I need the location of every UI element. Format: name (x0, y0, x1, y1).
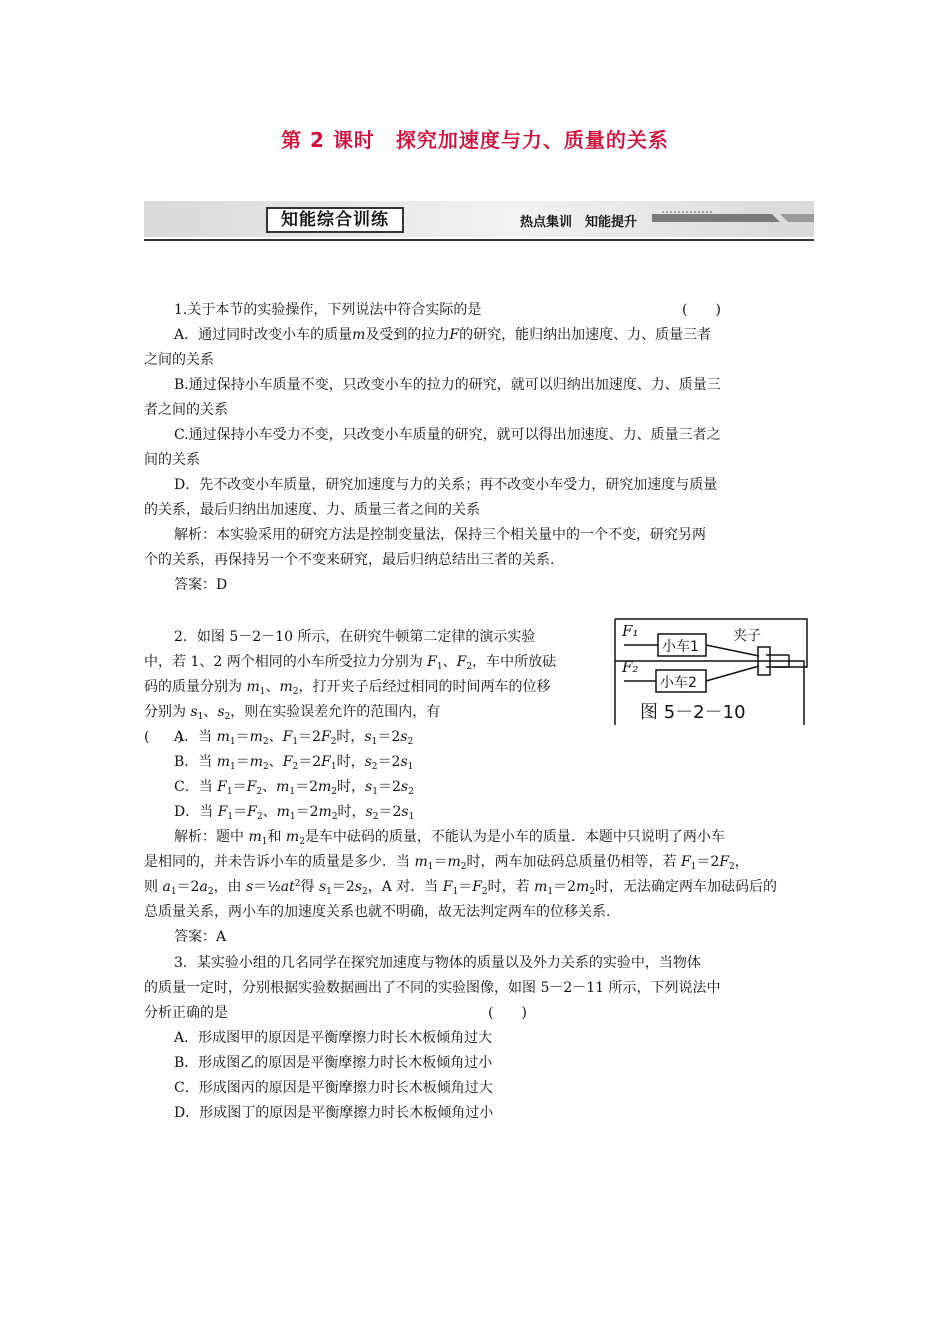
q3-option-d: D．形成图丁的原因是平衡摩擦力时长木板倾角过小 (174, 1105, 494, 1121)
banner-underline (144, 239, 814, 241)
q1-answer-paren: ( ) (682, 302, 721, 318)
q1-option-a-cont: 之间的关系 (144, 352, 214, 368)
q2-option-d: D．当 $F_1=F_2$、$m_1=2m_2$时，$s_2=2s_1$ (174, 804, 415, 822)
q2-option-b: B．当 $m_1=m_2$、$F_2=2F_1$时，$s_2=2s_1$ (174, 754, 414, 772)
q1-option-a: A．通过同时改变小车的质量m及受到的拉力F的研究，能归纳出加速度、力、质量三者 (174, 327, 712, 343)
q2-analysis-line2: 是相同的，并未告诉小车的质量是多少．当 $m_1=m_2$时，两车加砝码总质量仍相等，若 $F_1=2F_2$， (144, 854, 749, 872)
fig-label-f1: F₁ (622, 622, 639, 640)
fig-label-car1: 小车1 (662, 639, 699, 655)
figure-caption: 图 5－2－10 (640, 702, 746, 723)
q2-option-c: C．当 $F_1=F_2$、$m_1=2m_2$时，$s_1=2s_2$ (174, 779, 414, 797)
q2-stem-line1: 2．如图 5－2－10 所示，在研究牛顿第二定律的演示实验 (174, 629, 536, 645)
question-2-options (144, 725, 810, 950)
q1-analysis-cont: 个的关系，再保持另一个不变来研究，最后归纳总结出三者的关系. (144, 552, 555, 568)
q3-stem-line2: 的质量一定时，分别根据实验数据画出了不同的实验图像，如图 5－2－11 所示，下列说法中 (144, 980, 721, 996)
q1-analysis: 解析：本实验采用的研究方法是控制变量法，保持三个相关量中的一个不变，研究另两 (174, 527, 706, 543)
q3-option-a: A．形成图甲的原因是平衡摩擦力时长木板倾角过大 (174, 1030, 493, 1046)
section-banner (144, 201, 814, 241)
q1-stem: 1.关于本节的实验操作，下列说法中符合实际的是 (174, 302, 482, 318)
q2-stem-line2: 中，若 1、2 两个相同的小车所受拉力分别为 $F_1$、$F_2$，车中所放砝 (144, 654, 557, 672)
banner-subtitle: 热点集训 知能提升 (520, 215, 638, 230)
q3-option-c: C．形成图丙的原因是平衡摩擦力时长木板倾角过大 (174, 1080, 493, 1096)
q2-analysis: 解析：题中 $m_1$和 $m_2$是车中砝码的质量，不能认为是小车的质量．本题中只说明了两小车 (174, 829, 725, 847)
fig-label-clip: 夹子 (733, 628, 761, 644)
q1-answer: 答案：D (174, 577, 228, 593)
banner-decoration-icon (652, 211, 814, 227)
q3-answer-paren: ( ) (488, 1005, 527, 1021)
q1-option-d: D．先不改变小车质量，研究加速度与力的关系；再不改变小车受力，研究加速度与质量 (174, 477, 718, 493)
fig-label-car2: 小车2 (660, 675, 697, 691)
page-title: 第 2 课时 探究加速度与力、质量的关系 (281, 128, 669, 152)
question-3 (144, 951, 810, 1126)
q2-analysis-line3: 则 $a_1=2a_2$，由 $s=\frac{1}{2}at^2$得 $s_1=2s_2$，A 对．当 $F_1=F_2$时，若 $m_1=2m_2$时，无法确定两车加砝码后的 (144, 879, 778, 897)
q2-stem-line3: 码的质量分别为 $m_1$、$m_2$，打开夹子后经过相同的时间两车的位移 (144, 679, 551, 697)
q2-stem-line4: 分别为 $s_1$、$s_2$，则在实验误差允许的范围内，有 (144, 704, 441, 722)
q1-option-d-cont: 的关系，最后归纳出加速度、力、质量三者之间的关系 (144, 502, 480, 518)
q2-answer: 答案：A (174, 929, 227, 945)
q2-answer-paren: ( ) (144, 729, 183, 745)
q1-option-b-cont: 者之间的关系 (144, 402, 228, 418)
q2-option-a: A．当 $m_1=m_2$、$F_1=2F_2$时，$s_1=2s_2$ (174, 729, 414, 747)
fig-label-f2: F₂ (622, 658, 639, 676)
q1-option-c-cont: 间的关系 (144, 452, 200, 468)
q1-option-b: B.通过保持小车质量不变，只改变小车的拉力的研究，就可以归纳出加速度、力、质量三 (174, 377, 721, 393)
q1-option-c: C.通过保持小车受力不变，只改变小车质量的研究，就可以得出加速度、力、质量三者之 (174, 427, 721, 443)
q2-analysis-line4: 总质量关系，两小车的加速度关系也就不明确，故无法判定两车的位移关系. (144, 904, 611, 920)
q3-stem-line1: 3．某实验小组的几名同学在探究加速度与物体的质量以及外力关系的实验中，当物体 (174, 955, 701, 971)
q3-stem-line3: 分析正确的是 (144, 1005, 228, 1021)
banner-title-box: 知能综合训练 (266, 207, 404, 233)
question-1 (144, 298, 810, 598)
q3-option-b: B．形成图乙的原因是平衡摩擦力时长木板倾角过小 (174, 1055, 493, 1071)
